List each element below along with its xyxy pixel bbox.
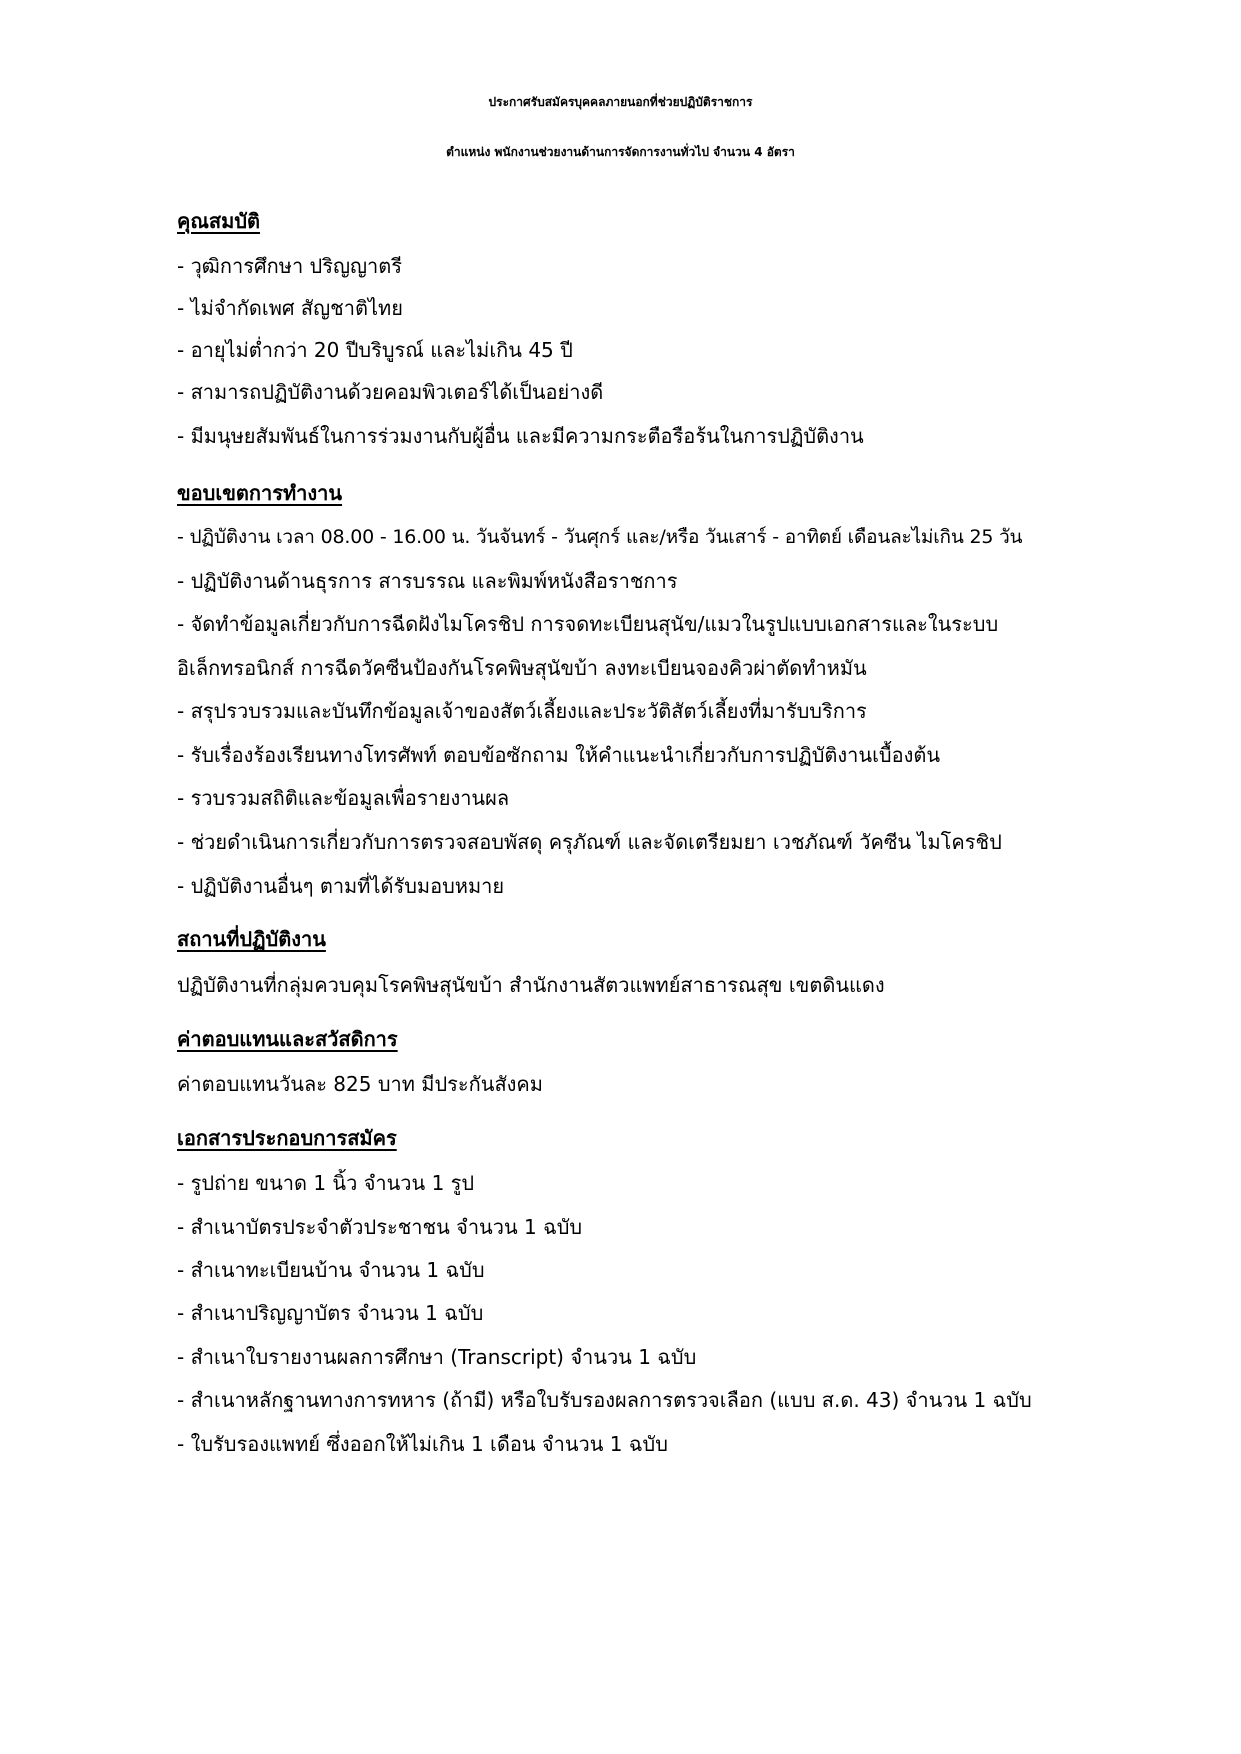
qualification-item: - อายุไม่ต่ำกว่า 20 ปีบริบูรณ์ และไม่เกิน 45 ปี xyxy=(177,338,573,362)
workplace-heading: สถานที่ปฏิบัติงาน xyxy=(177,927,326,951)
scope-item: - ปฏิบัติงาน เวลา 08.00 - 16.00 น. วันจันทร์ - วันศุกร์ และ/หรือ วันเสาร์ - อาทิตย์ เดือนละไม่เกิน 25 วัน xyxy=(177,526,1023,548)
position-title: ตำแหน่ง พนักงานช่วยงานด้านการจัดการงานทั่วไป จำนวน 4 อัตรา xyxy=(446,145,795,159)
compensation-heading: ค่าตอบแทนและสวัสดิการ xyxy=(177,1027,398,1051)
scope-item: - จัดทำข้อมูลเกี่ยวกับการฉีดฝังไมโครชิป การจดทะเบียนสุนัข/แมวในรูปแบบเอกสารและในระบบ xyxy=(177,612,999,636)
document-item: - สำเนาปริญญาบัตร จำนวน 1 ฉบับ xyxy=(177,1301,484,1325)
document-item: - ใบรับรองแพทย์ ซึ่งออกให้ไม่เกิน 1 เดือน จำนวน 1 ฉบับ xyxy=(177,1432,668,1456)
qualifications-heading: คุณสมบัติ xyxy=(177,209,261,233)
scope-of-work-heading: ขอบเขตการทำงาน xyxy=(177,481,343,505)
qualification-item: - สามารถปฏิบัติงานด้วยคอมพิวเตอร์ได้เป็นอย่างดี xyxy=(177,380,604,404)
scope-item: - รวบรวมสถิติและข้อมูลเพื่อรายงานผล xyxy=(177,786,510,810)
documents-heading: เอกสารประกอบการสมัคร xyxy=(177,1126,397,1150)
scope-item-continuation: อิเล็กทรอนิกส์ การฉีดวัคซีนป้องกันโรคพิษสุนัขบ้า ลงทะเบียนจองคิวผ่าตัดทำหมัน xyxy=(177,656,867,680)
scope-item: - ปฏิบัติงานอื่นๆ ตามที่ได้รับมอบหมาย xyxy=(177,874,505,898)
document-item: - สำเนาหลักฐานทางการทหาร (ถ้ามี) หรือใบรับรองผลการตรวจเลือก (แบบ ส.ด. 43) จำนวน 1 ฉบับ xyxy=(177,1388,1032,1412)
qualification-item: - ไม่จำกัดเพศ สัญชาติไทย xyxy=(177,296,403,320)
compensation-text: ค่าตอบแทนวันละ 825 บาท มีประกันสังคม xyxy=(177,1072,543,1096)
document-item: - สำเนาทะเบียนบ้าน จำนวน 1 ฉบับ xyxy=(177,1258,485,1282)
document-item: - รูปถ่าย ขนาด 1 นิ้ว จำนวน 1 รูป xyxy=(177,1171,475,1195)
scope-item: - ช่วยดำเนินการเกี่ยวกับการตรวจสอบพัสดุ ครุภัณฑ์ และจัดเตรียมยา เวชภัณฑ์ วัคซีน ไมโครชิป xyxy=(177,830,1002,854)
document-item: - สำเนาบัตรประจำตัวประชาชน จำนวน 1 ฉบับ xyxy=(177,1215,583,1239)
scope-item: - ปฏิบัติงานด้านธุรการ สารบรรณ และพิมพ์หนังสือราชการ xyxy=(177,569,678,593)
announcement-title: ประกาศรับสมัครบุคคลภายนอกที่ช่วยปฏิบัติราชการ xyxy=(488,95,753,109)
scope-item: - สรุปรวบรวมและบันทึกข้อมูลเจ้าของสัตว์เลี้ยงและประวัติสัตว์เลี้ยงที่มารับบริการ xyxy=(177,699,867,723)
qualification-item: - วุฒิการศึกษา ปริญญาตรี xyxy=(177,254,403,278)
scope-item: - รับเรื่องร้องเรียนทางโทรศัพท์ ตอบข้อซักถาม ให้คำแนะนำเกี่ยวกับการปฏิบัติงานเบื้องต้น xyxy=(177,743,941,767)
document-item: - สำเนาใบรายงานผลการศึกษา (Transcript) จำนวน 1 ฉบับ xyxy=(177,1345,697,1369)
workplace-text: ปฏิบัติงานที่กลุ่มควบคุมโรคพิษสุนัขบ้า สำนักงานสัตวแพทย์สาธารณสุข เขตดินแดง xyxy=(177,973,885,997)
qualification-item: - มีมนุษยสัมพันธ์ในการร่วมงานกับผู้อื่น และมีความกระตือรือร้นในการปฏิบัติงาน xyxy=(177,424,864,448)
